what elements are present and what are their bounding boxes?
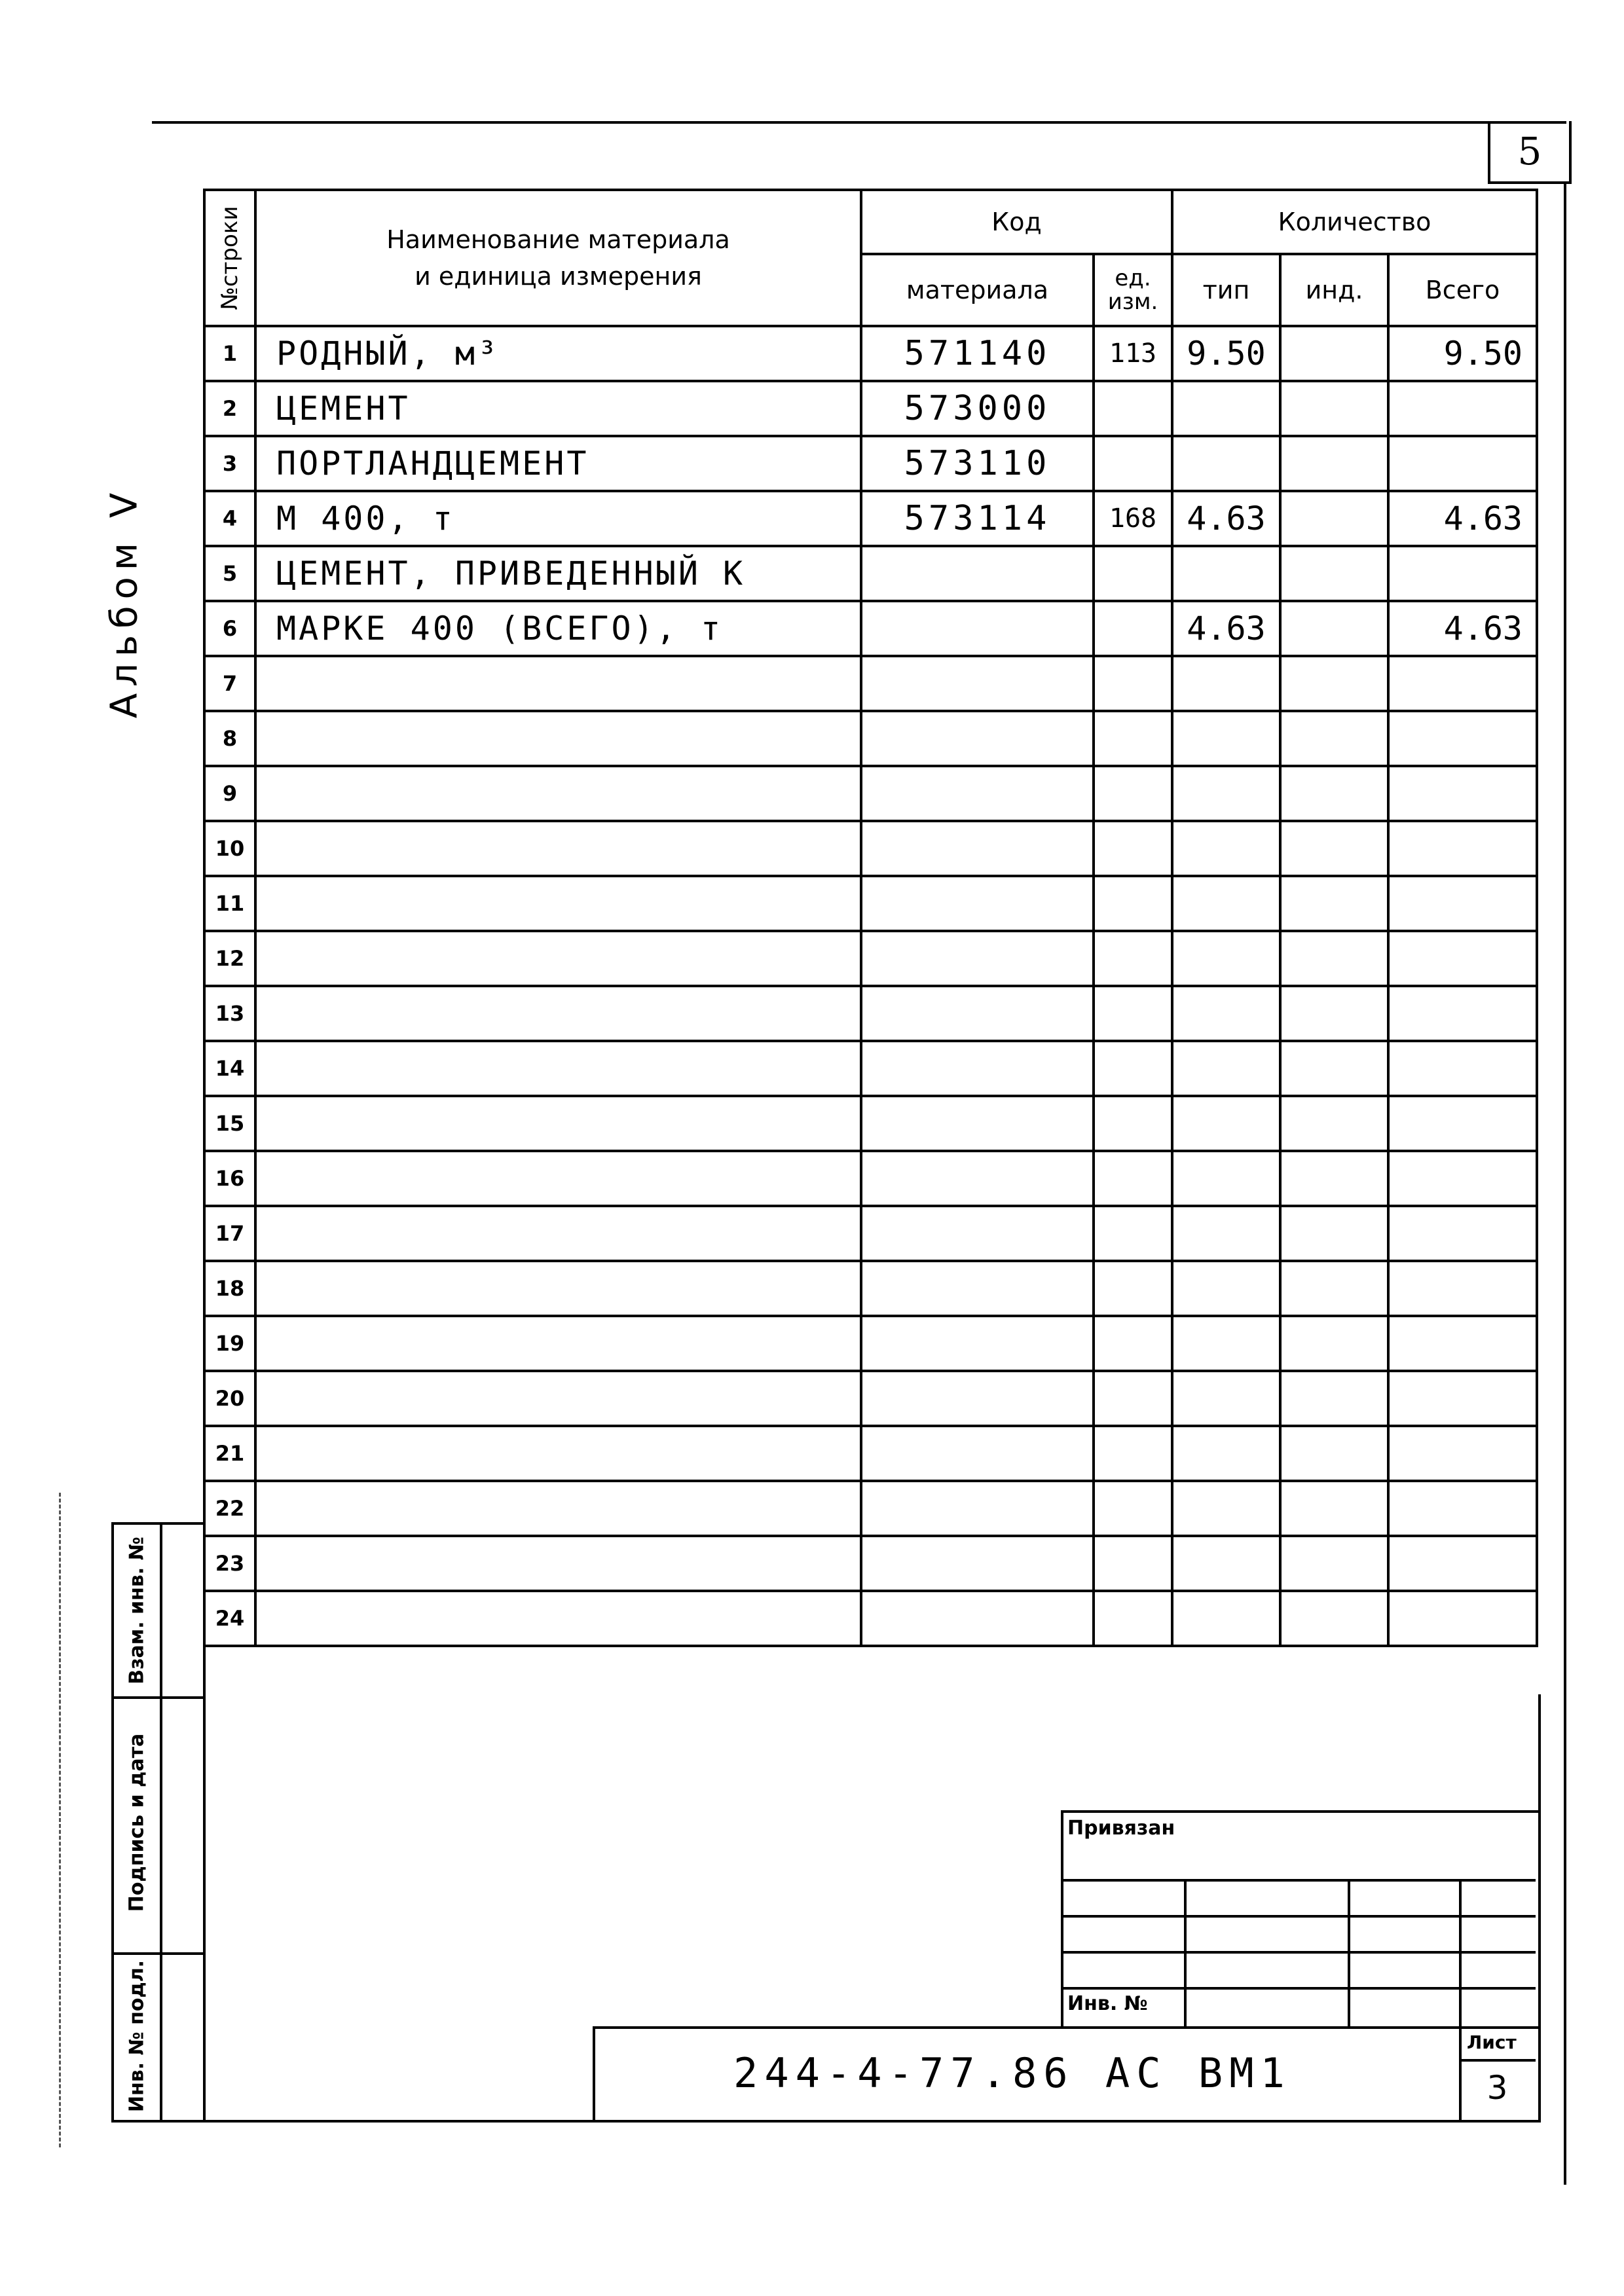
qty-typ — [1172, 876, 1280, 931]
unit-code — [1094, 601, 1172, 656]
qty-total — [1388, 1096, 1537, 1151]
qty-total — [1388, 1261, 1537, 1316]
qty-typ — [1172, 1591, 1280, 1646]
qty-ind — [1280, 986, 1388, 1041]
qty-typ — [1172, 1206, 1280, 1261]
header-material-code: материала — [861, 254, 1094, 326]
unit-code — [1094, 656, 1172, 711]
qty-typ — [1172, 1151, 1280, 1206]
qty-total — [1388, 436, 1537, 491]
header-code: Код — [861, 190, 1172, 254]
privyazan-vline-1 — [1184, 1879, 1187, 2026]
qty-typ — [1172, 1536, 1280, 1591]
qty-ind — [1280, 1371, 1388, 1426]
header-name-line1: Наименование материала — [386, 225, 730, 254]
qty-total — [1388, 1371, 1537, 1426]
row-number: 14 — [204, 1041, 255, 1096]
row-number: 13 — [204, 986, 255, 1041]
qty-total — [1388, 711, 1537, 766]
stamp-podpis-value — [157, 1694, 206, 1955]
page-number: 5 — [1488, 121, 1572, 184]
album-label-text: Альбом V — [103, 486, 146, 719]
material-name — [255, 711, 861, 766]
row-number: 2 — [204, 381, 255, 436]
row-number: 22 — [204, 1481, 255, 1536]
unit-code — [1094, 876, 1172, 931]
material-name — [255, 1591, 861, 1646]
table-row — [204, 986, 1537, 1041]
unit-code — [1094, 1591, 1172, 1646]
qty-ind — [1280, 326, 1388, 381]
privyazan-line-4 — [1061, 1987, 1536, 1990]
qty-ind — [1280, 876, 1388, 931]
material-code — [861, 1206, 1094, 1261]
qty-total — [1388, 986, 1537, 1041]
row-number: 23 — [204, 1536, 255, 1591]
table-row — [204, 1316, 1537, 1371]
album-label — [85, 471, 164, 733]
table-row — [204, 1096, 1537, 1151]
materials-table — [203, 189, 1538, 1647]
material-code — [861, 1316, 1094, 1371]
header-name-line2: и единица измерения — [415, 262, 702, 291]
sheet-number: 3 — [1486, 2069, 1508, 2107]
row-number: 11 — [204, 876, 255, 931]
table-row — [204, 491, 1537, 546]
table-row — [204, 656, 1537, 711]
header-ind: инд. — [1280, 254, 1388, 326]
qty-total — [1388, 931, 1537, 986]
material-name — [255, 1316, 861, 1371]
material-name — [255, 1371, 861, 1426]
unit-code — [1094, 436, 1172, 491]
qty-ind — [1280, 1316, 1388, 1371]
table-row — [204, 546, 1537, 601]
qty-ind — [1280, 766, 1388, 821]
qty-ind — [1280, 491, 1388, 546]
material-name — [255, 1206, 861, 1261]
qty-typ — [1172, 1426, 1280, 1481]
material-code: 573114 — [861, 491, 1094, 546]
material-name — [255, 1481, 861, 1536]
row-number: 15 — [204, 1096, 255, 1151]
row-number: 7 — [204, 656, 255, 711]
qty-typ — [1172, 931, 1280, 986]
qty-typ — [1172, 766, 1280, 821]
qty-typ — [1172, 1316, 1280, 1371]
qty-typ — [1172, 1481, 1280, 1536]
unit-code — [1094, 821, 1172, 876]
material-name — [255, 876, 861, 931]
material-code — [861, 601, 1094, 656]
top-rule — [152, 121, 1566, 124]
qty-total: 4.63 — [1388, 601, 1537, 656]
qty-total — [1388, 546, 1537, 601]
unit-code — [1094, 1481, 1172, 1536]
table-row — [204, 436, 1537, 491]
privyazan-line-1 — [1061, 1879, 1536, 1882]
header-unit-line1: ед. — [1115, 265, 1151, 291]
table-row — [204, 931, 1537, 986]
qty-ind — [1280, 1481, 1388, 1536]
material-code — [861, 656, 1094, 711]
table-row — [204, 1481, 1537, 1536]
material-name: ЦЕМЕНТ — [255, 381, 861, 436]
row-number: 5 — [204, 546, 255, 601]
material-name — [255, 1041, 861, 1096]
qty-total — [1388, 1536, 1537, 1591]
unit-code — [1094, 1096, 1172, 1151]
unit-code — [1094, 1261, 1172, 1316]
sheet-divider — [1459, 2059, 1536, 2062]
material-code: 571140 — [861, 326, 1094, 381]
qty-total — [1388, 1591, 1537, 1646]
sheet-label: Лист — [1467, 2032, 1517, 2053]
unit-code — [1094, 1041, 1172, 1096]
unit-code — [1094, 1371, 1172, 1426]
material-code — [861, 876, 1094, 931]
qty-typ — [1172, 1096, 1280, 1151]
qty-total — [1388, 876, 1537, 931]
table-body — [204, 326, 1537, 1646]
material-code — [861, 1426, 1094, 1481]
material-code — [861, 986, 1094, 1041]
material-name — [255, 1536, 861, 1591]
table-row — [204, 1536, 1537, 1591]
stamp-inv-podl-value — [157, 1952, 206, 2123]
qty-ind — [1280, 1151, 1388, 1206]
material-code — [861, 1371, 1094, 1426]
unit-code: 113 — [1094, 326, 1172, 381]
unit-code — [1094, 931, 1172, 986]
qty-total — [1388, 1426, 1537, 1481]
material-code — [861, 766, 1094, 821]
privyazan-label: Привязан — [1067, 1817, 1175, 1840]
material-name — [255, 1261, 861, 1316]
table-row — [204, 766, 1537, 821]
row-number: 9 — [204, 766, 255, 821]
material-name — [255, 1426, 861, 1481]
qty-ind — [1280, 931, 1388, 986]
qty-typ — [1172, 986, 1280, 1041]
table-row — [204, 381, 1537, 436]
qty-total — [1388, 1206, 1537, 1261]
qty-ind — [1280, 1206, 1388, 1261]
qty-ind — [1280, 1536, 1388, 1591]
table-row — [204, 1151, 1537, 1206]
table-row — [204, 1206, 1537, 1261]
qty-total — [1388, 656, 1537, 711]
material-code — [861, 1591, 1094, 1646]
unit-code — [1094, 1206, 1172, 1261]
material-code — [861, 1041, 1094, 1096]
document-designation: 244-4-77.86 АС ВМ1 — [733, 2049, 1291, 2097]
right-border-line — [1564, 181, 1566, 2185]
qty-typ: 4.63 — [1172, 601, 1280, 656]
qty-ind — [1280, 436, 1388, 491]
qty-typ — [1172, 711, 1280, 766]
table-row — [204, 1041, 1537, 1096]
material-name: М 400, т — [255, 491, 861, 546]
row-number: 16 — [204, 1151, 255, 1206]
unit-code — [1094, 381, 1172, 436]
qty-ind — [1280, 711, 1388, 766]
qty-total: 4.63 — [1388, 491, 1537, 546]
qty-total — [1388, 766, 1537, 821]
material-name — [255, 931, 861, 986]
qty-total — [1388, 1316, 1537, 1371]
privyazan-line-3 — [1061, 1951, 1536, 1954]
material-name — [255, 656, 861, 711]
header-material-name — [255, 190, 861, 326]
material-code — [861, 1261, 1094, 1316]
privyazan-vline-2 — [1348, 1879, 1350, 2026]
stamp-vzam-inv-value — [157, 1522, 206, 1699]
unit-code: 168 — [1094, 491, 1172, 546]
qty-ind — [1280, 1096, 1388, 1151]
header-quantity: Количество — [1172, 190, 1537, 254]
qty-total — [1388, 1481, 1537, 1536]
qty-ind — [1280, 656, 1388, 711]
material-code — [861, 711, 1094, 766]
stamp-inv-podl-label: Инв. № подл. — [125, 1959, 149, 2113]
qty-ind — [1280, 546, 1388, 601]
table-row — [204, 711, 1537, 766]
table-row — [204, 601, 1537, 656]
row-number: 10 — [204, 821, 255, 876]
unit-code — [1094, 1316, 1172, 1371]
row-number: 17 — [204, 1206, 255, 1261]
table-row — [204, 1591, 1537, 1646]
qty-typ — [1172, 1261, 1280, 1316]
material-name — [255, 1096, 861, 1151]
table-row — [204, 821, 1537, 876]
qty-typ — [1172, 436, 1280, 491]
qty-typ — [1172, 821, 1280, 876]
unit-code — [1094, 766, 1172, 821]
header-row-number — [204, 190, 255, 326]
material-name: РОДНЫЙ, м³ — [255, 326, 861, 381]
material-name: ЦЕМЕНТ, ПРИВЕДЕННЫЙ К — [255, 546, 861, 601]
row-number: 3 — [204, 436, 255, 491]
material-code — [861, 1536, 1094, 1591]
material-name — [255, 986, 861, 1041]
table-row — [204, 876, 1537, 931]
unit-code — [1094, 986, 1172, 1041]
table-row — [204, 326, 1537, 381]
unit-code — [1094, 546, 1172, 601]
table-row — [204, 1426, 1537, 1481]
qty-typ — [1172, 546, 1280, 601]
stamp-vzam-inv-label-cell — [111, 1522, 162, 1699]
material-name — [255, 1151, 861, 1206]
row-number: 12 — [204, 931, 255, 986]
privyazan-line-2 — [1061, 1915, 1536, 1918]
material-name — [255, 821, 861, 876]
material-code: 573110 — [861, 436, 1094, 491]
header-row-number-text: №строки — [217, 206, 243, 310]
qty-total: 9.50 — [1388, 326, 1537, 381]
row-number: 4 — [204, 491, 255, 546]
material-code — [861, 546, 1094, 601]
unit-code — [1094, 711, 1172, 766]
qty-typ — [1172, 1041, 1280, 1096]
qty-typ: 9.50 — [1172, 326, 1280, 381]
table-row — [204, 1261, 1537, 1316]
row-number: 1 — [204, 326, 255, 381]
qty-ind — [1280, 381, 1388, 436]
privyazan-vline-3 — [1459, 1879, 1462, 2026]
material-code: 573000 — [861, 381, 1094, 436]
table-row — [204, 1371, 1537, 1426]
material-code — [861, 1096, 1094, 1151]
unit-code — [1094, 1426, 1172, 1481]
qty-total — [1388, 1151, 1537, 1206]
stamp-inv-podl-label-cell — [111, 1952, 162, 2123]
material-name: МАРКЕ 400 (ВСЕГО), т — [255, 601, 861, 656]
row-number: 19 — [204, 1316, 255, 1371]
qty-ind — [1280, 1426, 1388, 1481]
row-number: 20 — [204, 1371, 255, 1426]
row-number: 8 — [204, 711, 255, 766]
header-total: Всего — [1388, 254, 1537, 326]
qty-ind — [1280, 601, 1388, 656]
qty-ind — [1280, 1261, 1388, 1316]
qty-typ: 4.63 — [1172, 491, 1280, 546]
header-typ: тип — [1172, 254, 1280, 326]
row-number: 21 — [204, 1426, 255, 1481]
qty-ind — [1280, 821, 1388, 876]
material-code — [861, 1151, 1094, 1206]
header-unit — [1094, 254, 1172, 326]
qty-total — [1388, 381, 1537, 436]
unit-code — [1094, 1151, 1172, 1206]
material-name: ПОРТЛАНДЦЕМЕНТ — [255, 436, 861, 491]
stamp-vzam-inv-label: Взам. инв. № — [125, 1537, 149, 1685]
unit-code — [1094, 1536, 1172, 1591]
qty-ind — [1280, 1591, 1388, 1646]
binding-line — [59, 1493, 61, 2147]
qty-ind — [1280, 1041, 1388, 1096]
qty-total — [1388, 821, 1537, 876]
material-code — [861, 931, 1094, 986]
stamp-podpis-label: Подпись и дата — [125, 1733, 149, 1912]
header-unit-line2: изм. — [1107, 289, 1158, 315]
qty-typ — [1172, 1371, 1280, 1426]
material-code — [861, 821, 1094, 876]
material-code — [861, 1481, 1094, 1536]
row-number: 18 — [204, 1261, 255, 1316]
material-name — [255, 766, 861, 821]
row-number: 6 — [204, 601, 255, 656]
qty-total — [1388, 1041, 1537, 1096]
row-number: 24 — [204, 1591, 255, 1646]
inv-no-label: Инв. № — [1067, 1992, 1148, 2015]
stamp-podpis-label-cell — [111, 1694, 162, 1955]
qty-typ — [1172, 381, 1280, 436]
qty-typ — [1172, 656, 1280, 711]
